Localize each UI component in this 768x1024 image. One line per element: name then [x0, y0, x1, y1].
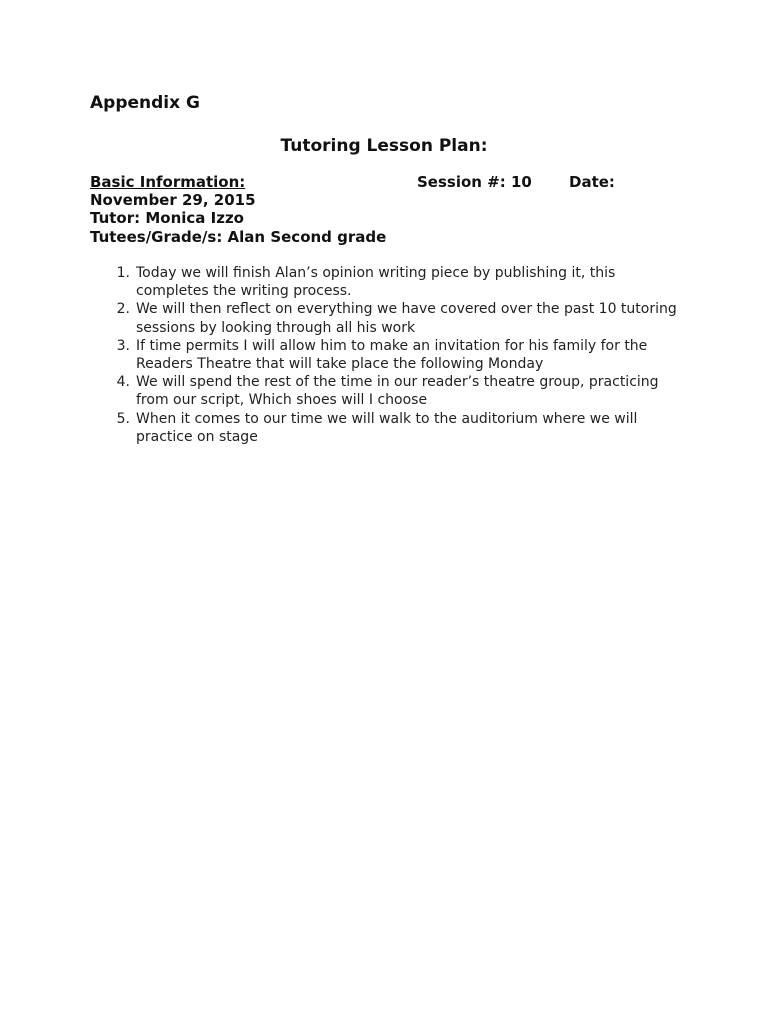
- appendix-heading: Appendix G: [90, 93, 200, 113]
- list-item: [112, 264, 692, 300]
- lesson-steps-list: [112, 264, 692, 446]
- basic-information-label: Basic Information:: [90, 173, 246, 191]
- list-item: [112, 373, 692, 409]
- date-label: Date:: [569, 173, 615, 191]
- list-item: [112, 337, 692, 373]
- basic-info-line: [90, 173, 690, 191]
- list-item-text: We will then reflect on everything we have covered over the past 10 tutoring sessions by looking through all his work: [136, 301, 677, 336]
- list-item: [112, 300, 692, 336]
- list-item-number: 1.: [116, 265, 130, 281]
- page-title: Tutoring Lesson Plan:: [280, 136, 488, 156]
- list-item: [112, 410, 692, 446]
- tutor-line: Tutor: Monica Izzo: [90, 209, 244, 228]
- list-item-number: 2.: [116, 301, 130, 318]
- tutees-line: Tutees/Grade/s: Alan Second grade: [90, 227, 387, 246]
- basic-information-block: [90, 173, 690, 246]
- date-value: November 29, 2015: [90, 191, 256, 210]
- list-item-number: 5.: [116, 410, 130, 427]
- list-item-text: We will spend the rest of the time in our reader’s theatre group, practicing from our script, Which shoes will I choose: [136, 374, 659, 409]
- list-item-text: When it comes to our time we will walk to the auditorium where we will practice on stage: [136, 410, 638, 445]
- list-item-text: Today we will finish Alan’s opinion writing piece by publishing it, this completes the writing process.: [136, 265, 616, 300]
- list-item-number: 4.: [116, 374, 130, 391]
- list-item-number: 3.: [116, 337, 130, 354]
- session-number: Session #: 10: [417, 173, 532, 191]
- list-item-text: If time permits I will allow him to make an invitation for his family for the Readers Theatre that will take place the following Monday: [136, 337, 648, 373]
